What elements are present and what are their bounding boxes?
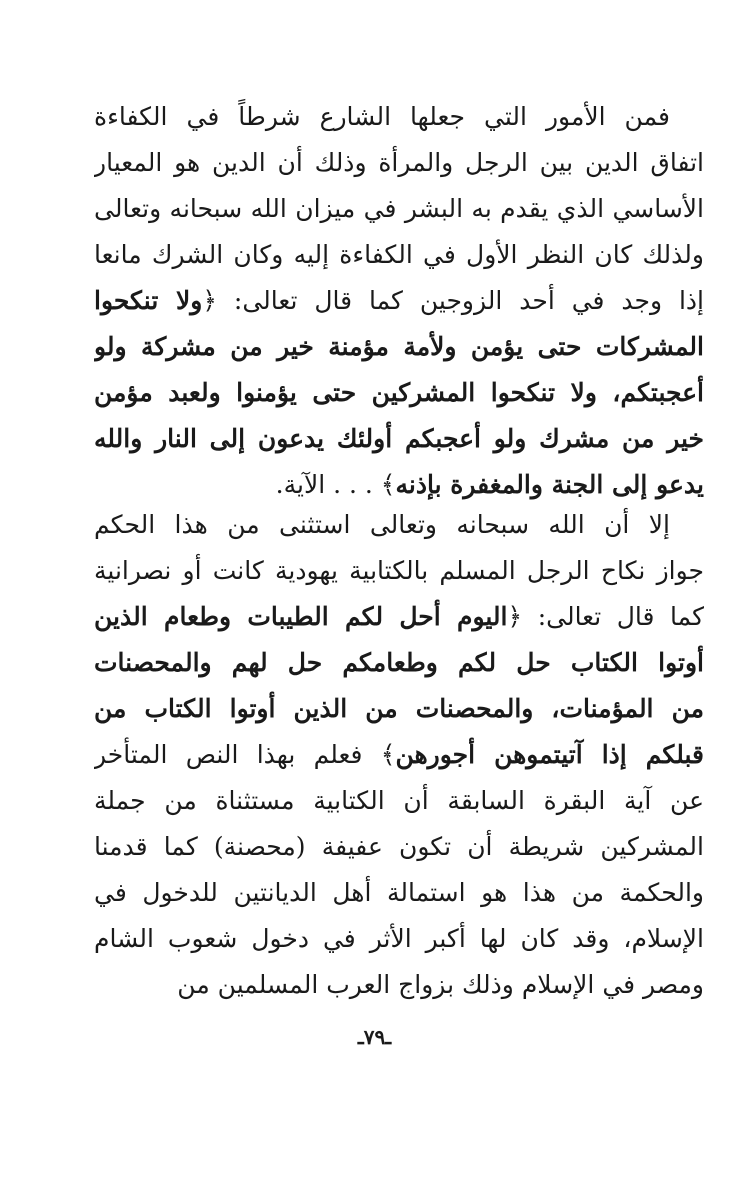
text-segment: ﴾ فعلم بهذا النص المتأخر xyxy=(94,740,396,769)
text-line xyxy=(94,140,704,186)
text-segment: إذا وجد في أحد الزوجين كما قال تعالى: ﴿ xyxy=(202,286,704,315)
text-line xyxy=(94,640,704,686)
text-segment: جواز نكاح الرجل المسلم بالكتابية يهودية كانت أو نصرانية xyxy=(94,556,704,585)
text-segment: فمن الأمور التي جعلها الشارع شرطاً في الكفاءة xyxy=(94,102,670,131)
text-line xyxy=(94,594,704,640)
quran-verse-text: يدعو إلى الجنة والمغفرة بإذنه xyxy=(395,470,704,499)
quran-verse-text: من المؤمنات، والمحصنات من الذين أوتوا الكتاب من xyxy=(94,694,704,723)
text-line xyxy=(94,416,704,462)
text-line xyxy=(94,324,704,370)
text-line xyxy=(94,870,704,916)
text-segment: ولذلك كان النظر الأول في الكفاءة إليه وكان الشرك مانعا xyxy=(94,240,704,269)
text-line xyxy=(94,186,704,232)
text-line xyxy=(94,94,704,140)
text-line xyxy=(94,732,704,778)
text-segment: اتفاق الدين بين الرجل والمرأة وذلك أن الدين هو المعيار xyxy=(94,148,704,177)
text-segment: إلا أن الله سبحانه وتعالى استثنى من هذا الحكم xyxy=(94,510,670,539)
text-segment: الإسلام، وقد كان لها أكبر الأثر في دخول شعوب الشام xyxy=(94,924,704,953)
text-line xyxy=(94,278,704,324)
page-number: ـ٧٩ـ xyxy=(357,1025,392,1049)
quran-verse-text: ولا تنكحوا xyxy=(94,286,203,315)
quran-verse-text: أوتوا الكتاب حل لكم وطعامكم حل لهم والمحصنات xyxy=(94,648,704,677)
text-line xyxy=(94,686,704,732)
text-line xyxy=(94,370,704,416)
paragraph-1 xyxy=(94,94,704,508)
text-segment: ومصر في الإسلام وذلك بزواج العرب المسلمين من xyxy=(177,970,704,999)
text-line xyxy=(94,778,704,824)
quran-verse-text: قبلكم إذا آتيتموهن أجورهن xyxy=(395,740,704,769)
quran-verse-text: اليوم أحل لكم الطيبات وطعام الذين xyxy=(94,602,508,631)
quran-verse-text: أعجبتكم، ولا تنكحوا المشركين حتى يؤمنوا ولعبد مؤمن xyxy=(94,378,704,407)
text-segment: ﴾ . . . الآية. xyxy=(275,470,396,499)
text-line xyxy=(94,916,704,962)
text-segment: والحكمة من هذا هو استمالة أهل الديانتين للدخول في xyxy=(94,878,704,907)
quran-verse-text: خير من مشرك ولو أعجبكم أولئك يدعون إلى النار والله xyxy=(94,424,704,453)
text-line xyxy=(94,962,704,1008)
text-segment: عن آية البقرة السابقة أن الكتابية مستثناة من جملة xyxy=(94,786,704,815)
text-line xyxy=(94,232,704,278)
text-line xyxy=(94,824,704,870)
quran-verse-text: المشركات حتى يؤمن ولأمة مؤمنة خير من مشركة ولو xyxy=(94,332,704,361)
text-segment: المشركين شريطة أن تكون عفيفة (محصنة) كما قدمنا xyxy=(94,832,704,861)
text-line xyxy=(94,502,704,548)
text-segment: الأساسي الذي يقدم به البشر في ميزان الله سبحانه وتعالى xyxy=(94,194,704,223)
paragraph-2 xyxy=(94,502,704,1008)
text-segment: كما قال تعالى: ﴿ xyxy=(507,602,704,631)
text-line xyxy=(94,548,704,594)
